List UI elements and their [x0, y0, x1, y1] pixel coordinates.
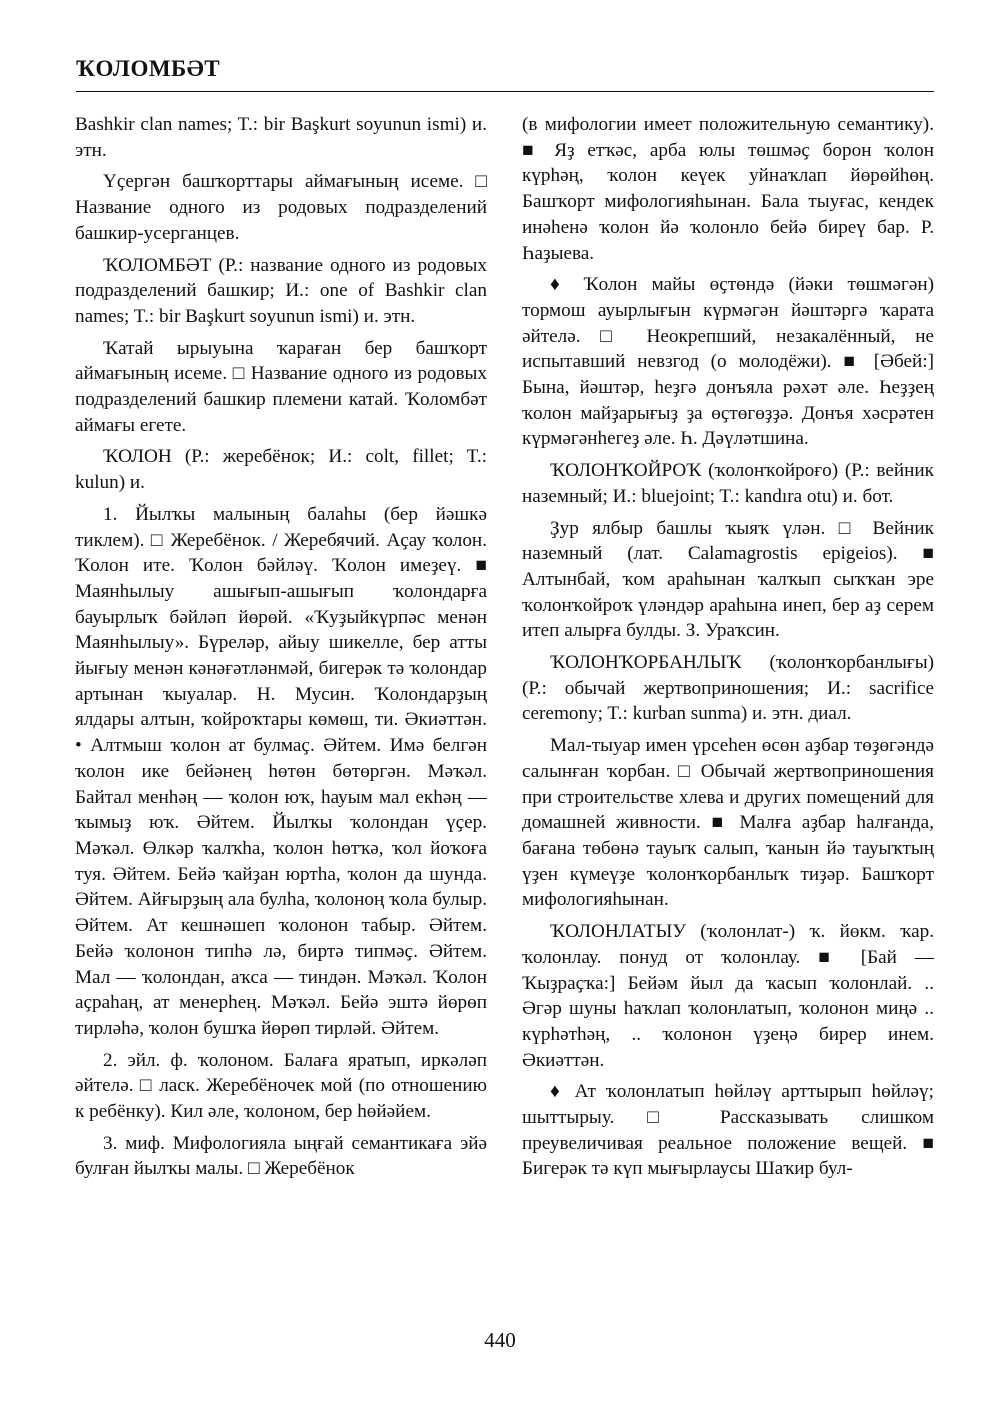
- left-column: [75, 112, 487, 1188]
- entry-text: 3. миф. Мифологияла ыңғай семантикаға эйә булған йылҡы малы. □ Жеребёнок: [75, 1132, 487, 1180]
- entry-definition: [75, 169, 487, 246]
- sense-1: [75, 502, 487, 1042]
- entry-text: Bashkir clan names; T.: bir Başkurt soyunun ismi) и. этн.: [75, 114, 487, 161]
- entry-text: ҠОЛОМБӘТ (Р.: название одного из родовых подразделений башкир; И.: one of Bashkir clan names; T.: bir Başkurt soyunun ismi) и. этн.: [75, 254, 487, 327]
- entry-text: ҠОЛОНҠОЙРОҠ (ҡолонҡойроғо) (Р.: вейник наземный; И.: bluejoint; T.: kandıra otu) и. бот.: [522, 460, 934, 507]
- entry-headword: [522, 919, 934, 1073]
- entry-text: Ҙур ялбыр башлы ҡыяҡ үлән. □ Вейник наземный (лат. Calamagrostis epigeios). ■ Алтынбай, ҡом араһынан ҡалҡып сыҡҡан эре ҡолонҡойроҡ үләндәр араһына инеп, бер аҙ серем итеп алырға булды. З. Ураҡсин.: [522, 517, 934, 642]
- entry-definition: [522, 733, 934, 913]
- sense-2: [75, 1048, 487, 1125]
- entry-continuation: [75, 112, 487, 163]
- entry-text: ҠОЛОНҠОРБАНЛЫҠ (ҡолонҡорбанлығы) (Р.: обычай жертвоприношения; И.: sacrifice ceremony; T.: kurban sunma) и. этн. диал.: [522, 652, 934, 725]
- idiom: [522, 1079, 934, 1182]
- entry-text: ♦ Ат ҡолонлатып һөйләү арттырып һөйләү; шыттырыу. □ Рассказывать слишком преувеличивая реальное положение вещей. ■ Бигерәк тә күп мығырлаусы Шаҡир бул-: [522, 1081, 934, 1180]
- header-rule: [76, 91, 934, 92]
- entry-text: (в мифологии имеет положительную семантику). ■ Яҙ етҡәс, арба юлы төшмәҫ борон ҡолон күрһәң, ҡолон кеүек уйнаҡлап йөрөйһөң. Башҡорт мифологияһынан. Бала тыуғас, кендек инәһенә ҡолон йә ҡолонло бейә биреү бар. Р. Һаҙыева.: [522, 114, 934, 264]
- right-column: [522, 112, 934, 1188]
- entry-text: ҠОЛОНЛАТЫУ (ҡолонлат-) ҡ. йөкм. ҡар. ҡолонлау. понуд от ҡолонлау. ■ [Бай — Ҡыҙраҫҡа:] Бейәм йыл да ҡасып ҡолонлай. .. Әгәр шуны һаҡлап ҡолонлатып, ҡолонон миңә .. күрһәтһәң, .. ҡолонон үҙеңә бирер инем. Әкиәттән.: [522, 921, 934, 1071]
- idiom: [522, 272, 934, 452]
- entry-text: 1. Йылҡы малының балаһы (бер йәшкә тиклем). □ Жеребёнок. / Жеребячий. Аҫау ҡолон. Ҡолон ите. Ҡолон бәйләү. Ҡолон имеҙеү. ■ Маянһылыу ашығып-ашығып ҡолондарға бауырлыҡ бәйләп йөрөй. «Ҡуҙыйкүрпәс менән Маянһылыу». Бүреләр, айыу шикелле, бер атты йығыу менән кәнәғәтләнмәй, бигерәк тә ҡолондар артынан ҡыуалар. Н. Мусин. Ҡолондарҙың ялдары алтын, ҡойроҡтары көмөш, ти. Әкиәттән. • Алтмыш ҡолон ат булмаҫ. Әйтем. Имә белгән ҡолон ике бейәнең һөтөн бөтөргән. Мәҡәл. Байтал менһәң — ҡолон юҡ, һауым мал екһәң — ҡымыҙ юҡ. Әйтем. Йылҡы ҡолондан үҫер. Мәҡәл. Өлкәр ҡалҡһа, ҡолон һөтҡә, ҡол йоҡоға туя. Әйтем. Бейә ҡайҙан юртһа, ҡолон да шунда. Әйтем. Айғырҙың ала булһа, ҡолоноң ҡола булыр. Әйтем. Ат кешнәшеп ҡолонон табыр. Әйтем. Бейә ҡолонон типһә лә, биртә типмәҫ. Әйтем. Мал — ҡолондан, аҡса — тиндән. Мәҡәл. Ҡолон аҫраһаң, ат менерһең. Мәҡәл. Бейә эштә йөрөп тирләһә, ҡолон бушҡа йөрөп тирләй. Әйтем.: [75, 503, 487, 1039]
- entry-headword: [75, 444, 487, 495]
- entry-text: Мал-тыуар имен үрсеһен өсөн аҙбар төҙөгәндә салынған ҡорбан. □ Обычай жертвоприношения при строительстве хлева и других помещений для домашней живности. ■ Малға аҙбар һалғанда, бағана төбөнә тауыҡ салып, ҡанын йә тауыҡтың үҙен күмеүҙе ҡолонҡорбанлыҡ тиҙәр. Башҡорт мифологияһынан.: [522, 735, 934, 911]
- running-head: ҠОЛОМБӘТ: [76, 56, 221, 81]
- entry-definition: [522, 516, 934, 645]
- entry-text: ҠОЛОН (Р.: жеребёнок; И.: colt, fillet; T.: kulun) и.: [75, 446, 487, 494]
- entry-definition: [75, 336, 487, 439]
- entry-text: Ҡатай ырыуына ҡараған бер башҡорт аймағының исеме. □ Название одного из родовых подразделений башкир племени катай. Ҡоломбәт аймағы егете.: [75, 337, 487, 436]
- entry-text: 2. эйл. ф. ҡолоном. Балаға яратып, иркәләп әйтелә. □ ласк. Жеребёночек мой (по отношению к ребёнку). Кил әле, ҡолоном, бер һөйәйем.: [75, 1049, 487, 1123]
- entry-headword: [522, 458, 934, 509]
- entry-continuation: [522, 112, 934, 266]
- page-number: 440: [484, 1328, 516, 1352]
- entry-text: Үҫергән башҡорттары аймағының исеме. □ Название одного из родовых подразделений башкир-усерганцев.: [75, 171, 487, 244]
- entry-text: ♦ Ҡолон майы өҫтөндә (йәки төшмәгән) тормош ауырлығын күрмәгән йәштәргә ҡарата әйтелә. □ Неокрепший, незакалённый, не испытавший невзгод (о молодёжи). ■ [Әбей:] Бына, йәштәр, һеҙгә донъяла рәхәт әле. Һеҙҙең ҡолон майҙарығыҙ ҙа өҫтөгөҙҙә. Донъя хәсрәтен күрмәгәнһегеҙ әле. Һ. Дәүләтшина.: [522, 274, 934, 450]
- entry-headword: [522, 650, 934, 727]
- sense-3: [75, 1131, 487, 1182]
- entry-headword: [75, 253, 487, 330]
